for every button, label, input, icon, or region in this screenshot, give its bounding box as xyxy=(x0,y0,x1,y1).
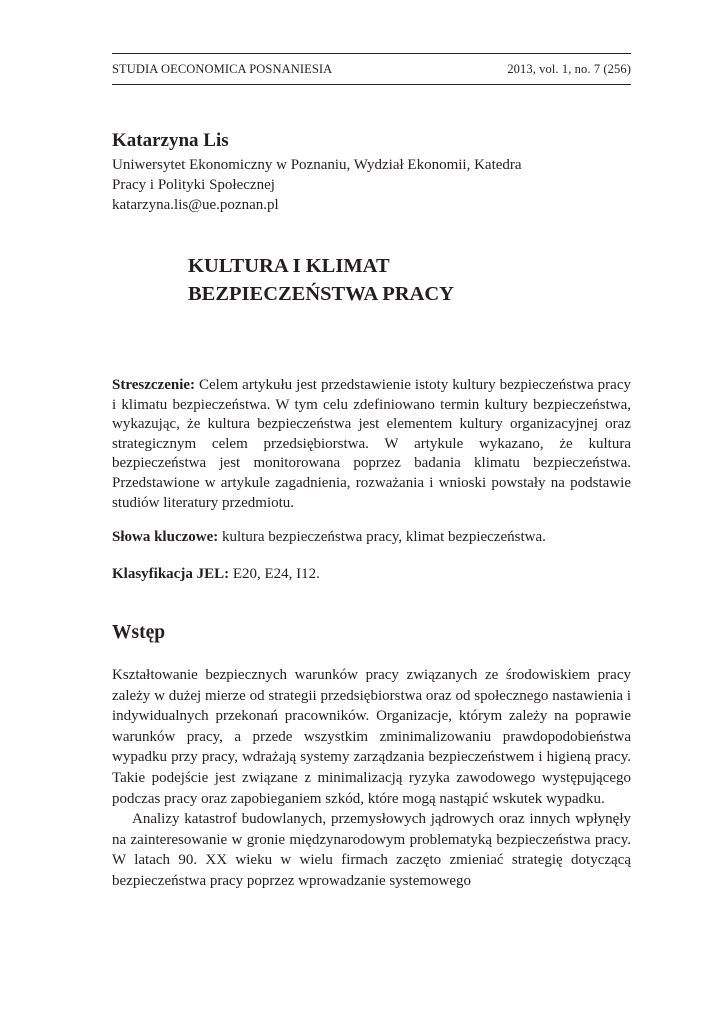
jel-text: E20, E24, I12. xyxy=(232,566,320,582)
running-header xyxy=(112,62,631,77)
keywords xyxy=(112,528,631,548)
issue-info: 2013, vol. 1, no. 7 (256) xyxy=(507,62,631,76)
author-block xyxy=(112,130,592,215)
abstract-paragraph xyxy=(112,376,631,513)
abstract-label: Streszczenie: xyxy=(112,377,196,393)
header-rule-top xyxy=(112,53,631,54)
body-paragraph-1: Kształtowanie bezpiecznych warunków pracy związanych ze środowiskiem pracy zależy w dużej mierze od strategii przedsiębiorstwa oraz od społecznego nastawienia i indywidualnych przekonań pracowników. Organizacje, którym zależy na poprawie warunków pracy, a przede wszystkim zminimalizowaniu prawdopodobieństwa wypadku przy pracy, wdrażają systemy zarządzania bezpieczeństwem i higieną pracy. Takie podejście jest związane z minimalizacją ryzyka zawodowego występującego podczas pracy oraz zapobieganiem szkód, które mogą nastąpić wskutek wypadku. xyxy=(112,667,631,807)
article-title xyxy=(188,252,608,308)
header-rule-bottom xyxy=(112,84,631,85)
affiliation-line-2: Pracy i Polityki Społecznej xyxy=(112,177,275,193)
author-email: katarzyna.lis@ue.poznan.pl xyxy=(112,197,279,213)
section-body xyxy=(112,665,631,892)
journal-name: STUDIA OECONOMICA POSNANIESIA xyxy=(112,62,333,76)
jel-label: Klasyfikacja JEL: xyxy=(112,566,230,582)
title-line-1: KULTURA I KLIMAT xyxy=(188,255,390,277)
title-line-2: BEZPIECZEŃSTWA PRACY xyxy=(188,283,454,305)
jel-classification xyxy=(112,565,631,585)
author-name: Katarzyna Lis xyxy=(112,130,229,151)
keywords-label: Słowa kluczowe: xyxy=(112,529,219,545)
abstract-text: Celem artykułu jest przedstawienie istoty kultury bezpieczeństwa pracy i klimatu bezpieczeństwa. W tym celu zdefiniowano termin kultury bezpieczeństwa, wykazując, że kultura bezpieczeństwa jest elementem kultury organizacyjnej oraz strategicznym celem przedsiębiorstwa. W artykule wykazano, że kultura bezpieczeństwa jest monitorowana poprzez badania klimatu bezpieczeństwa. Przedstawione w artykule zagadnienia, rozważania i wnioski powstały na podstawie studiów literatury przedmiotu. xyxy=(112,377,631,511)
section-heading: Wstęp xyxy=(112,622,166,643)
affiliation-line-1: Uniwersytet Ekonomiczny w Poznaniu, Wydział Ekonomii, Katedra xyxy=(112,157,522,173)
keywords-text: kultura bezpieczeństwa pracy, klimat bezpieczeństwa. xyxy=(222,529,546,545)
abstract xyxy=(112,376,631,513)
body-paragraph-2: Analizy katastrof budowlanych, przemysłowych jądrowych oraz innych wpłynęły na zainteresowanie w gronie międzynarodowym problematyką bezpieczeństwa pracy. W latach 90. XX wieku w wielu firmach zaczęto zmieniać strategię dotyczącą bezpieczeństwa pracy poprzez wprowadzanie systemowego xyxy=(112,811,631,889)
